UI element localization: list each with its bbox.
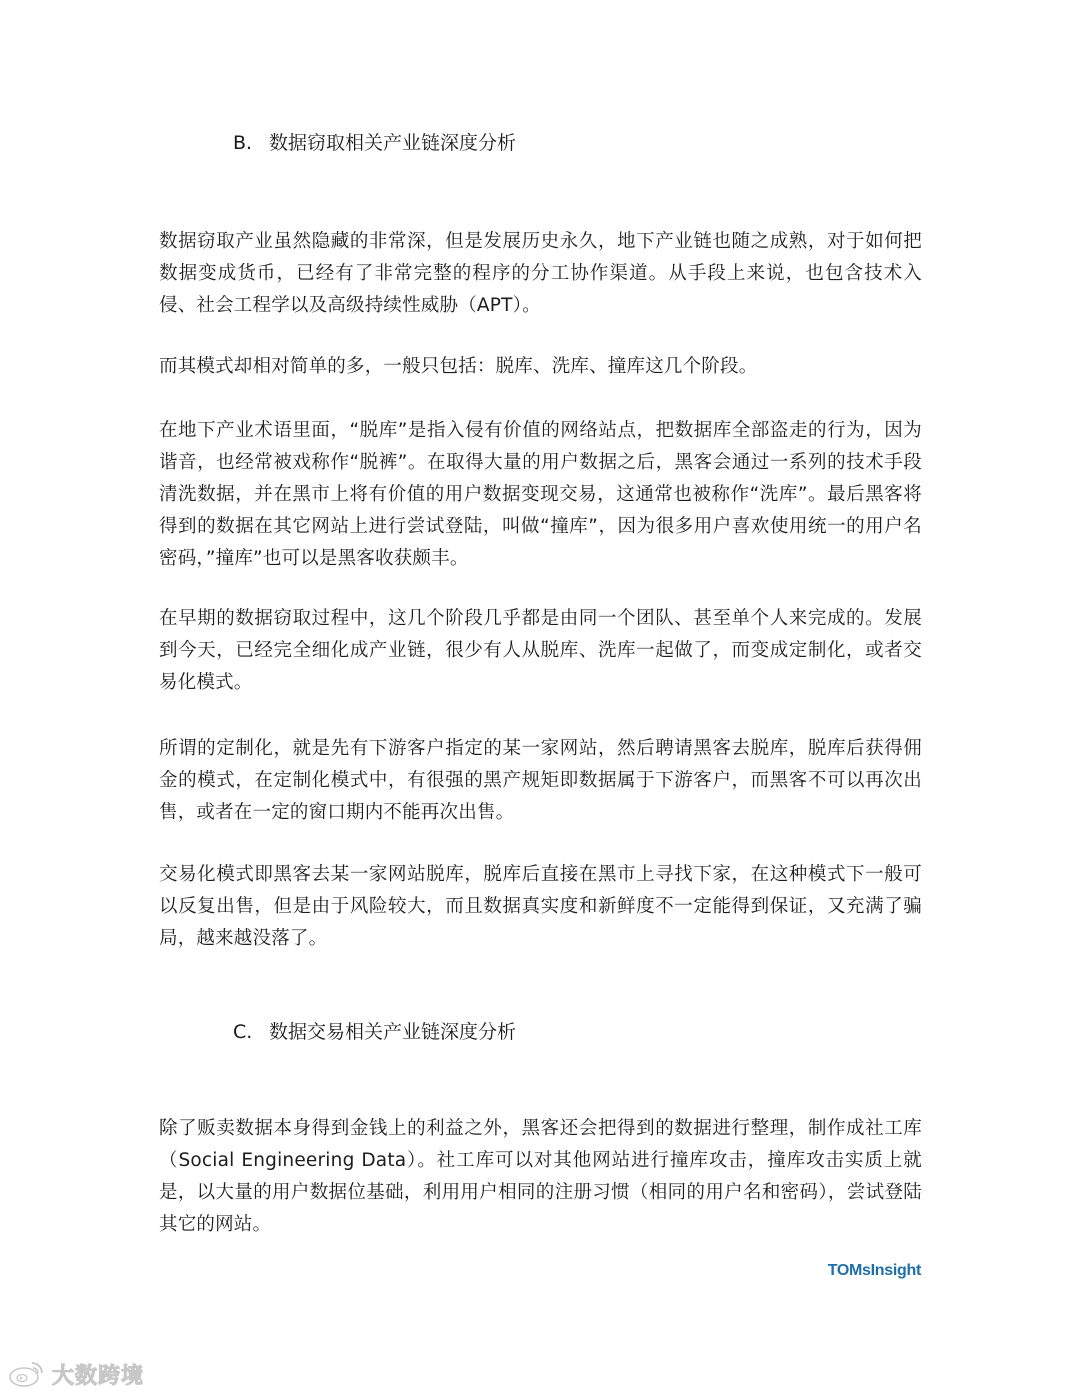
paragraph-trading: 交易化模式即黑客去某一家网站脱库，脱库后直接在黑市上寻找下家，在这种模式下一般可以反复出售，但是由于风险较大，而且数据真实度和新鲜度不一定能得到保证，又充满了骗局，越来越没落了。 <box>159 864 922 949</box>
weibo-logo-icon <box>8 1359 46 1389</box>
section-title-b: 数据窃取相关产业链深度分析 <box>269 132 517 154</box>
paragraph-customization: 所谓的定制化，就是先有下游客户指定的某一家网站，然后聘请黑客去脱库，脱库后获得佣金的模式，在定制化模式中，有很强的黑产规矩即数据属于下游客户，而黑客不可以再次出售，或者在一定的窗口期内不能再次出售。 <box>159 738 922 823</box>
paragraph-terms: 在地下产业术语里面，“脱库”是指入侵有价值的网络站点，把数据库全部盗走的行为，因为谐音，也经常被戏称作“脱裤”。在取得大量的用户数据之后，黑客会通过一系列的技术手段清洗数据，并在黑市上将有价值的用户数据变现交易，这通常也被称作“洗库”。最后黑客将得到的数据在其它网站上进行尝试登陆，叫做“撞库”，因为很多用户喜欢使用统一的用户名密码，”撞库”也可以是黑客收获颇丰。 <box>159 420 922 569</box>
section-letter-b: B. <box>233 132 253 154</box>
section-title-c: 数据交易相关产业链深度分析 <box>269 1021 517 1043</box>
section-heading-b <box>233 128 516 158</box>
paragraph-intro: 数据窃取产业虽然隐藏的非常深，但是发展历史永久，地下产业链也随之成熟，对于如何把数据变成货币，已经有了非常完整的程序的分工协作渠道。从手段上来说，也包含技术入侵、社会工程学以及高级持续性威胁（APT）。 <box>159 231 922 316</box>
paragraph-social-engineering: 除了贩卖数据本身得到金钱上的利益之外，黑客还会把得到的数据进行整理，制作成社工库（Social Engineering Data）。社工库可以对其他网站进行撞库攻击，撞库攻击实质上就是，以大量的用户数据位基础，利用用户相同的注册习惯（相同的用户名和密码），尝试登陆其它的网站。 <box>159 1118 922 1235</box>
paragraph-stages: 而其模式却相对简单的多，一般只包括：脱库、洗库、撞库这几个阶段。 <box>159 356 758 377</box>
section-heading-c <box>233 1017 516 1047</box>
watermark-text: 大数跨境 <box>52 1363 145 1389</box>
section-letter-c: C. <box>233 1021 253 1043</box>
brand-logo: TOMsInsight <box>827 1262 921 1279</box>
watermark <box>8 1357 144 1391</box>
paragraph-evolution: 在早期的数据窃取过程中，这几个阶段几乎都是由同一个团队、甚至单个人来完成的。发展到今天，已经完全细化成产业链，很少有人从脱库、洗库一起做了，而变成定制化，或者交易化模式。 <box>159 608 922 693</box>
